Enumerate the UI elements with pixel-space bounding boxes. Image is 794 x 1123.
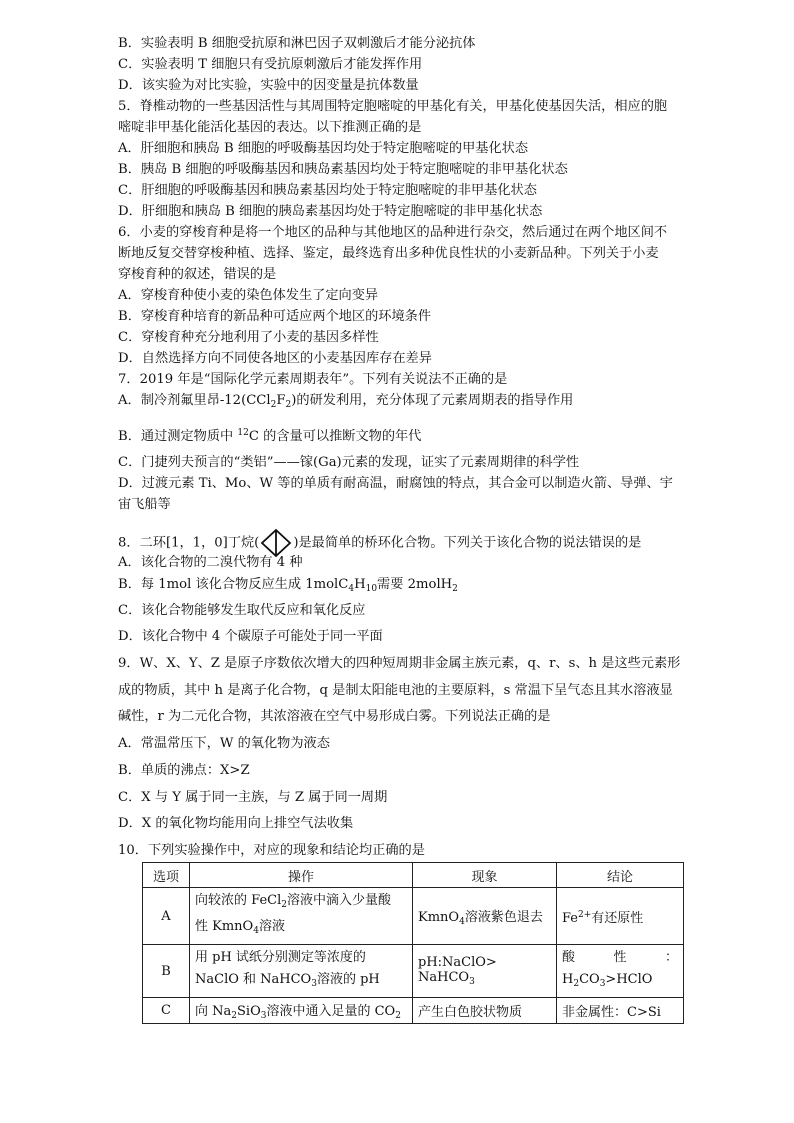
q8-option-b: B．每 1mol 该化合物反应生成 $1molC_4H_{10}$需要 2molH$_2$	[118, 577, 458, 594]
phenomenon-cell: 产生白色胶状物质	[413, 998, 557, 1024]
q8-stem: 8．二环[1，1，0]丁烷( )是最简单的桥环化合物。下列关于该化合物的说法错误的是	[118, 528, 641, 558]
q9-option-c: C．X 与 Y 属于同一主族，与 Z 属于同一周期	[118, 790, 388, 805]
q7-option-d-line2: 宙飞船等	[118, 497, 171, 512]
q5-stem-line2: 嘧啶非甲基化能活化基因的表达。以下推测正确的是	[118, 120, 422, 135]
q9-stem-line2: 成的物质，其中 h 是离子化合物，q 是制太阳能电池的主要原料，s 常温下呈气态且其水溶液显	[118, 683, 673, 698]
operation-cell: 向 $Na_2SiO_3$溶液中通入足量的 $CO_2$	[190, 998, 413, 1024]
q4-option-d: D．该实验为对比实验，实验中的因变量是抗体数量	[118, 78, 419, 93]
q10-options-table	[142, 862, 684, 1024]
row-label: C	[143, 998, 190, 1024]
operation-cell: 向较浓的 FeCl$_2$溶液中滴入少量酸 性 KmnO$_4$溶液	[190, 888, 413, 945]
phenomenon-cell: pH:NaClO> NaHCO$_3$	[413, 945, 557, 998]
table-row	[143, 945, 684, 998]
q6-option-d: D．自然选择方向不同使各地区的小麦基因库存在差异	[118, 351, 432, 366]
q9-stem-line3: 碱性，r 为二元化合物，其浓溶液在空气中易形成白雾。下列说法正确的是	[118, 709, 551, 724]
q9-option-d: D．X 的氧化物均能用向上排空气法收集	[118, 816, 354, 831]
q4-option-b: B．实验表明 B 细胞受抗原和淋巴因子双刺激后才能分泌抗体	[118, 36, 476, 51]
q6-option-c: C．穿梭育种充分地利用了小麦的基因多样性	[118, 330, 379, 345]
q9-option-b: B．单质的沸点：X>Z	[118, 763, 250, 778]
q7-stem: 7．2019 年是“国际化学元素周期表年”。下列有关说法不正确的是	[118, 372, 508, 387]
q10-stem: 10．下列实验操作中，对应的现象和结论均正确的是	[118, 843, 425, 858]
q6-option-a: A．穿梭育种使小麦的染色体发生了定向变异	[118, 288, 379, 303]
row-label: B	[143, 945, 190, 998]
conclusion-cell: 酸 性 ： $H_2CO_3>HClO$	[557, 945, 684, 998]
q6-stem-line1: 6．小麦的穿梭育种是将一个地区的品种与其他地区的品种进行杂交，然后通过在两个地区间不	[118, 225, 668, 240]
table-header: 操作	[190, 863, 413, 888]
q8-option-a: A．该化合物的二溴代物有 4 种	[118, 555, 303, 570]
q5-option-c: C．肝细胞的呼吸酶基因和胰岛素基因均处于特定胞嘧啶的非甲基化状态	[118, 183, 537, 198]
q7-option-d-line1: D．过渡元素 Ti、Mo、W 等的单质有耐高温，耐腐蚀的特点，其合金可以制造火箭、导弹、宇	[118, 476, 673, 491]
table-header: 结论	[557, 863, 684, 888]
q5-stem-line1: 5．脊椎动物的一些基因活性与其周围特定胞嘧啶的甲基化有关，甲基化使基因失活，相应的胞	[118, 99, 668, 114]
table-row	[143, 888, 684, 945]
q6-stem-line3: 穿梭育种的叙述，错误的是	[118, 267, 277, 282]
q8-option-c: C．该化合物能够发生取代反应和氧化反应	[118, 603, 366, 618]
q4-option-c: C．实验表明 T 细胞只有受抗原刺激后才能发挥作用	[118, 57, 423, 72]
q7-option-c: C．门捷列夫预言的“类铝”——镓(Ga)元素的发现，证实了元素周期律的科学性	[118, 455, 580, 470]
q7-option-b: B．通过测定物质中 $^{12}$C 的含量可以推断文物的年代	[118, 428, 422, 444]
q8-option-d: D．该化合物中 4 个碳原子可能处于同一平面	[118, 629, 383, 644]
q5-option-b: B．胰岛 B 细胞的呼吸酶基因和胰岛素基因均处于特定胞嘧啶的非甲基化状态	[118, 162, 568, 177]
phenomenon-cell: KmnO$_4$溶液紫色退去	[413, 888, 557, 945]
q5-option-a: A．肝细胞和胰岛 B 细胞的呼吸酶基因均处于特定胞嘧啶的甲基化状态	[118, 141, 529, 156]
row-label: A	[143, 888, 190, 945]
q9-stem-line1: 9．W、X、Y、Z 是原子序数依次增大的四种短周期非金属主族元素，q、r、s、h 是这些元素形	[118, 656, 681, 671]
table-row	[143, 998, 684, 1024]
table-header: 选项	[143, 863, 190, 888]
table-header: 现象	[413, 863, 557, 888]
q9-option-a: A．常温常压下，W 的氧化物为液态	[118, 736, 330, 751]
operation-cell: 用 pH 试纸分别测定等浓度的 NaClO 和 NaHCO$_3$溶液的 pH	[190, 945, 413, 998]
conclusion-cell: $Fe^{2+}$有还原性	[557, 888, 684, 945]
conclusion-cell: 非金属性：C>Si	[557, 998, 684, 1024]
q6-stem-line2: 断地反复交替穿梭种植、选择、鉴定，最终选育出多种优良性状的小麦新品种。下列关于小麦	[118, 246, 659, 261]
q6-option-b: B．穿梭育种培育的新品种可适应两个地区的环境条件	[118, 309, 432, 324]
q5-option-d: D．肝细胞和胰岛 B 细胞的胰岛素基因均处于特定胞嘧啶的非甲基化状态	[118, 204, 543, 219]
q7-option-a: A．制冷剂氟里昂$-12(CCl_2F_2)$的研发利用，充分体现了元素周期表的指导作用	[118, 393, 574, 410]
table-header-row	[143, 863, 684, 888]
